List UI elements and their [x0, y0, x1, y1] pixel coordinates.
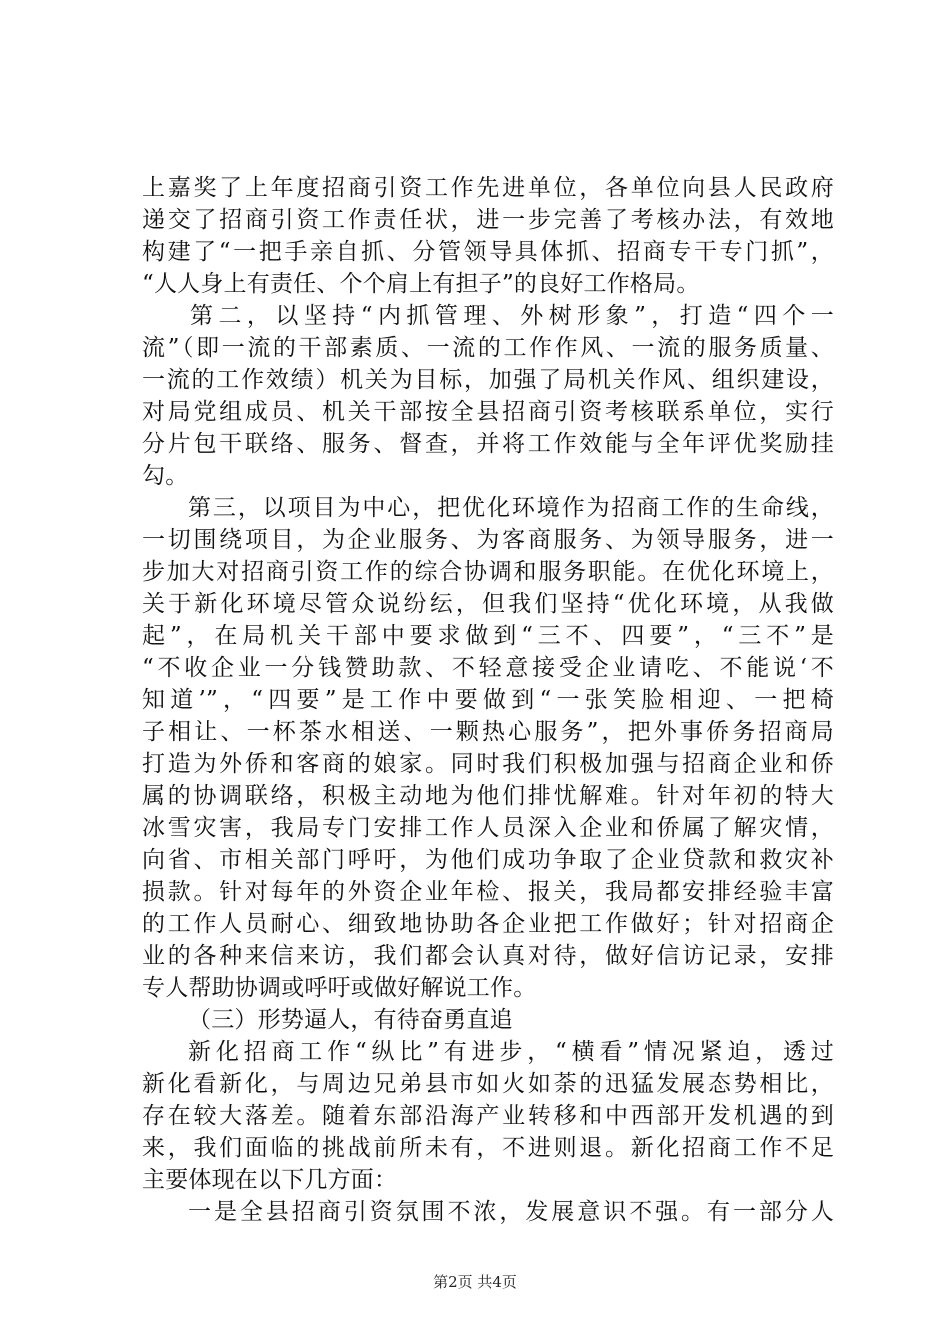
- text-line: 一流的工作效绩）机关为目标，加强了局机关作风、组织建设，: [142, 367, 834, 393]
- text-line: 一是全县招商引资氛围不浓，发展意识不强。有一部分人: [188, 1199, 834, 1225]
- text-line: 第三，以项目为中心，把优化环境作为招商工作的生命线，: [188, 495, 834, 521]
- text-line: 流”（即一流的干部素质、一流的工作作风、一流的服务质量、: [142, 335, 834, 361]
- text-line: “人人身上有责任、个个肩上有担子”的良好工作格局。: [142, 271, 700, 297]
- text-line: 递交了招商引资工作责任状，进一步完善了考核办法，有效地: [142, 207, 834, 233]
- text-line: 步加大对招商引资工作的综合协调和服务职能。在优化环境上，: [142, 559, 834, 585]
- text-line: 存在较大落差。随着东部沿海产业转移和中西部开发机遇的到: [142, 1103, 834, 1129]
- page-footer: 第2页 共4页: [433, 1273, 517, 1291]
- text-line: （三）形势逼人，有待奋勇直追: [188, 1007, 513, 1033]
- text-line: 构建了“一把手亲自抓、分管领导具体抓、招商专干专门抓”，: [142, 239, 834, 265]
- text-line: 勾。: [142, 463, 189, 489]
- text-line: 向省、市相关部门呼吁，为他们成功争取了企业贷款和救灾补: [142, 847, 834, 873]
- text-line: 一切围绕项目，为企业服务、为客商服务、为领导服务，进一: [142, 527, 834, 553]
- text-line: 专人帮助协调或呼吁或做好解说工作。: [142, 975, 537, 1001]
- text-line: 起”，在局机关干部中要求做到“三不、四要”，“三不”是: [142, 623, 834, 649]
- text-line: 业的各种来信来访，我们都会认真对待，做好信访记录，安排: [142, 943, 834, 969]
- text-line: 对局党组成员、机关干部按全县招商引资考核联系单位，实行: [142, 399, 834, 425]
- text-line: 属的协调联络，积极主动地为他们排忧解难。针对年初的特大: [142, 783, 834, 809]
- text-line: “不收企业一分钱赞助款、不轻意接受企业请吃、不能说‘不: [142, 655, 834, 681]
- text-line: 冰雪灾害，我局专门安排工作人员深入企业和侨属了解灾情，: [142, 815, 834, 841]
- text-line: 知道’”，“四要”是工作中要做到“一张笑脸相迎、一把椅: [142, 687, 834, 713]
- text-line: 主要体现在以下几方面：: [142, 1167, 398, 1193]
- text-line: 来，我们面临的挑战前所未有，不进则退。新化招商工作不足: [142, 1135, 834, 1161]
- text-line: 新化看新化，与周边兄弟县市如火如荼的迅猛发展态势相比，: [142, 1071, 834, 1097]
- text-line: 第二，以坚持“内抓管理、外树形象”，打造“四个一: [190, 303, 834, 329]
- text-line: 分片包干联络、服务、督查，并将工作效能与全年评优奖励挂: [142, 431, 834, 457]
- text-line: 损款。针对每年的外资企业年检、报关，我局都安排经验丰富: [142, 879, 834, 905]
- text-line: 上嘉奖了上年度招商引资工作先进单位，各单位向县人民政府: [142, 175, 834, 201]
- document-body: [142, 172, 834, 1228]
- text-line: 的工作人员耐心、细致地协助各企业把工作做好；针对招商企: [142, 911, 834, 937]
- text-line: 打造为外侨和客商的娘家。同时我们积极加强与招商企业和侨: [142, 751, 834, 777]
- text-line: 子相让、一杯茶水相送、一颗热心服务”，把外事侨务招商局: [142, 719, 834, 745]
- text-line: 新化招商工作“纵比”有进步，“横看”情况紧迫，透过: [188, 1039, 834, 1065]
- text-line: 关于新化环境尽管众说纷纭，但我们坚持“优化环境，从我做: [142, 591, 834, 617]
